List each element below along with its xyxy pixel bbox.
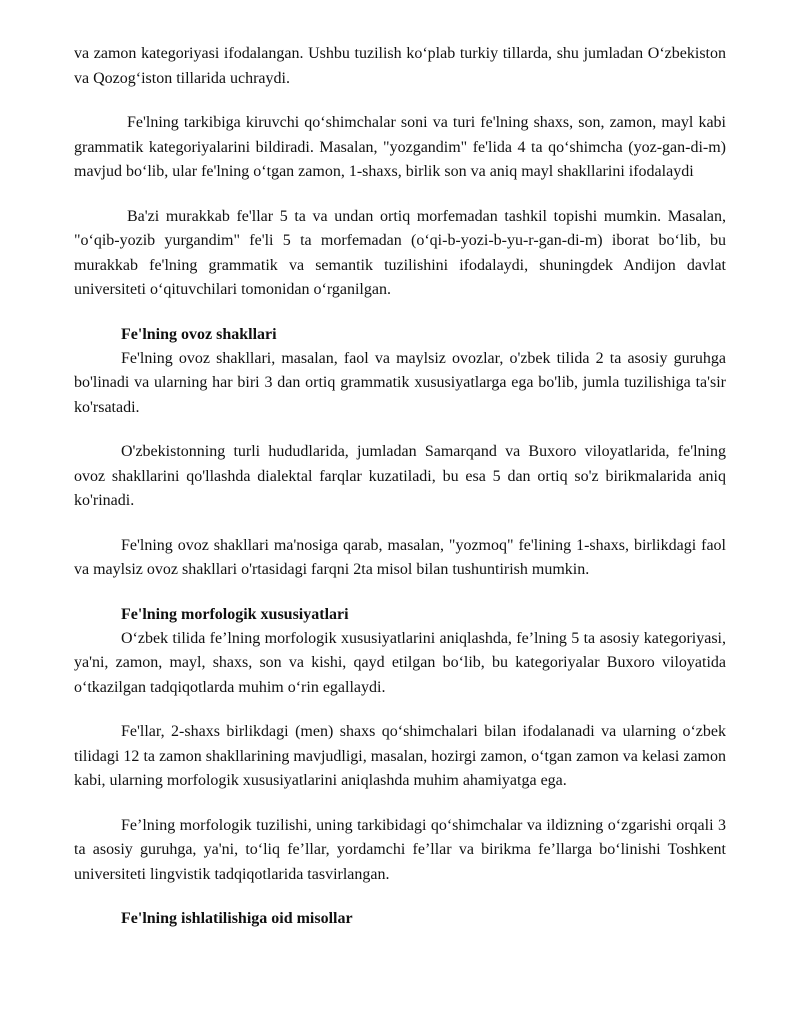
section-heading-voice: Fe'lning ovoz shakllari [121,325,277,343]
paragraph-complex-verbs: Ba'zi murakkab fe'llar 5 ta va undan ortiq morfemadan tashkil topishi mumkin. Masalan, "o‘qib-yozib yurgandim" fe'li 5 ta morfemadan (o‘qi-b-yozi-b-yu-r-gan-di-m) iborat bo‘lib, bu murakkab fe'lning grammatik va semantik tuzilishini ifodalaydi, shuningdek Andijon davlat universiteti o‘qituvchilari tomonidan o‘rganilgan. [74,207,726,298]
section-heading-usage-examples: Fe'lning ishlatilishiga oid misollar [121,910,353,927]
document-page [74,42,726,931]
paragraph-morphology-3: Fe’lning morfologik tuzilishi, uning tarkibidagi qo‘shimchalar va ildizning o‘zgarishi orqali 3 ta asosiy guruhga, ya'ni, to‘liq fe’llar, yordamchi fe’llar va birikma fe’llarga bo‘linishi Toshkent universiteti lingvistik tadqiqotlarida tasvirlangan. [74,816,726,883]
paragraph-voice-3: Fe'lning ovoz shakllari ma'nosiga qarab, masalan, "yozmoq" fe'lining 1-shaxs, birlikdagi faol va maylsiz ovoz shakllari o'rtasidagi farqni 2ta misol bilan tushuntirish mumkin. [74,536,726,578]
paragraph-intro: va zamon kategoriyasi ifodalangan. Ushbu tuzilish ko‘plab turkiy tillarda, shu jumladan O‘zbekiston va Qozog‘iston tillarida uchraydi. [74,45,726,87]
paragraph-suffixes: Fe'lning tarkibiga kiruvchi qo‘shimchalar soni va turi fe'lning shaxs, son, zamon, mayl kabi grammatik kategoriyalarini bildiradi. Masalan, "yozgandim" fe'lida 4 ta qo‘shimcha (yoz-gan-di-m) mavjud bo‘lib, ular fe'lning o‘tgan zamon, 1-shaxs, birlik son va aniq mayl shakllarini ifodalaydi [74,114,726,180]
paragraph-voice-1: Fe'lning ovoz shakllari, masalan, faol va maylsiz ovozlar, o'zbek tilida 2 ta asosiy guruhga bo'linadi va ularning har biri 3 dan ortiq grammatik xususiyatlarga ega bo'lib, jumla tuzilishiga ta'sir ko'rsatadi. [74,349,726,416]
section-heading-morphology: Fe'lning morfologik xususiyatlari [121,605,349,623]
paragraph-morphology-1: O‘zbek tilida fe’lning morfologik xususiyatlarini aniqlashda, fe’lning 5 ta asosiy kategoriyasi, ya'ni, zamon, mayl, shaxs, son va kishi, qayd etilgan bo‘lib, bu kategoriyalar Buxoro viloyatida o‘tkazilgan tadqiqotlarda muhim o‘rin egallaydi. [74,629,726,696]
paragraph-voice-2: O'zbekistonning turli hududlarida, jumladan Samarqand va Buxoro viloyatlarida, fe'lning ovoz shakllarini qo'llashda dialektal farqlar kuzatiladi, bu esa 5 dan ortiq so'z birikmalarida aniq ko'rinadi. [74,443,726,509]
paragraph-morphology-2: Fe'llar, 2-shaxs birlikdagi (men) shaxs qo‘shimchalari bilan ifodalanadi va ularning o‘zbek tilidagi 12 ta zamon shakllarining mavjudligi, masalan, hozirgi zamon, o‘tgan zamon va kelasi zamon kabi, ularning morfologik xususiyatlarini aniqlashda muhim ahamiyatga ega. [74,723,726,789]
